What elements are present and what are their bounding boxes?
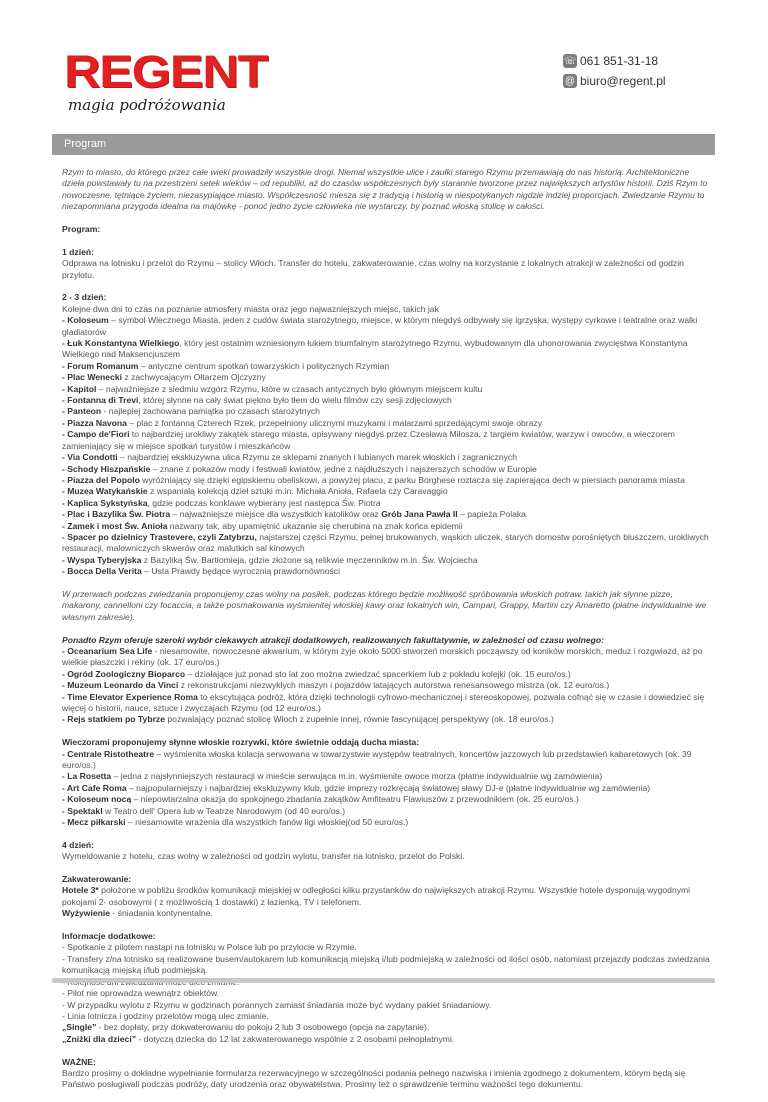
day23-block <box>62 292 712 577</box>
list-item-label: - Rejs statkiem po Tybrze <box>62 714 165 725</box>
food-text: - śniadania kontynentalne. <box>110 908 213 919</box>
list-item <box>62 429 712 452</box>
list-item-text: , której słynne na cały świat piękno było tłem do wielu filmów czy sesji zdjęciowych <box>138 395 452 406</box>
list-item <box>62 806 712 817</box>
list-item-text: – Usta Prawdy będące wyrocznią prawdomówności <box>141 566 341 577</box>
food-note: W przerwach podczas zwiedzania proponujemy czas wolny na posiłek, podczas którego będzie możliwość spróbowania włoskich potraw, takich jak słynne pizze, makarony, cannelloni czy focaccia, a także posmakowania wyśmienitej włoskiej kawy oraz lokalnych win, Campari, Grappy, Martini czy Amaretto (płatne indywidualnie we własnym zakresie). <box>62 588 707 622</box>
at-icon: @ <box>564 75 576 87</box>
list-item-label: - Kapitol <box>62 383 97 394</box>
list-item-text: - Pilot nie oprowadza wewnątrz obiektów. <box>62 988 220 999</box>
logo-tagline: magia podróżowania <box>68 96 226 114</box>
list-item-text: - W przypadku wylotu z Rzymu w godzinach porannych zamiast śniadania może być wydany pakiet śniadaniowy. <box>62 999 492 1010</box>
list-item-text: – niesamowite wrażenia dla wszystkich fanów ligi włoskiej(od 50 euro/os.) <box>125 817 409 828</box>
list-item-text: – najważniejsze z siedmiu wzgórz Rzymu, które w czasach antycznych było głównym miejscem kultu <box>96 383 483 394</box>
list-item-label: - Muzeum Leonardo da Vinci <box>62 680 179 691</box>
important-text: Bardzo prosimy o dokładne wypełnianie formularza rezerwacyjnego w szczególności podania pełnego nazwiska i imienia zgodnego z dokumentem, którym będą się Państwo posługiwali podczas podróży, daty urodzenia oraz obywatelstwa. Prosimy też o sprawdzenie terminu ważności tego dokumentu. <box>62 1067 686 1090</box>
list-item-label: - Zamek i most Św. Anioła <box>62 520 168 531</box>
list-item-label: - Art Cafe Roma <box>62 782 127 793</box>
list-item-text: – plac z fontanną Czterech Rzek, przepełniony ulicznymi muzykami i malarzami sprzedającymi swoje obrazy <box>126 417 543 428</box>
day1-block <box>62 247 712 281</box>
list-item-label: - Kaplica Sykstyńska <box>62 497 148 508</box>
list-item <box>62 338 712 361</box>
list-item <box>62 532 712 555</box>
list-item-label: - Panteon <box>62 406 102 417</box>
day4-title: 4 dzień: <box>62 839 94 850</box>
list-item <box>62 464 712 475</box>
list-item-text: to najbardziej urokliwy zakątek starego miasta, opisywany niegdyś przez Czesława Miłosza, z targiem kwiatów, warzyw i owoców, a wieczorem zamieniający się w miejsce spotkań turystów i mieszkańców <box>62 429 675 451</box>
list-item-text: – antyczne centrum spotkań towarzyskich i politycznych Rzymian <box>138 360 390 371</box>
list-item <box>62 954 712 977</box>
list-item <box>62 384 712 395</box>
list-item-label: - Wyspa Tyberyjska <box>62 554 142 565</box>
list-item <box>62 817 712 828</box>
day1-text: Odprawa na lotnisku i przelot do Rzymu – stolicy Włoch. Transfer do hotelu, zakwaterowanie, czas wolny na korzystanie z lokalnych atrakcji w zależności od godzin przylotu. <box>62 258 684 280</box>
day4-text: Wymeldowanie z hotelu, czas wolny w zależności od godzin wylotu, transfer na lotnisko, przelot do Polski. <box>62 851 465 862</box>
list-item <box>62 452 712 463</box>
list-item-text: to ekscytująca podróż, która dzięki technologii cyfrowo-mechanicznej i stereoskopowej, pozwala cofnąć się w czasie i dowiedzieć się więcej o historii, nauce, sztuce i zwyczajach Rzymu (od 12 euro/os.) <box>62 691 705 714</box>
list-item-text: – najpopularniejszy i najbardziej ekskluzywny klub, gdzie imprezy rozkręcają światowej sławy DJ-e (płatne indywidualnie wg zamówienia) <box>126 782 651 793</box>
list-item-text: - najlepiej zachowana pamiątka po czasach starożytnych <box>101 406 320 417</box>
list-item <box>62 680 712 691</box>
list-item-text: – znane z pokazów mody i festiwali kwiatów, jedne z najdłuższych i najszerszych schodów w Europie <box>150 463 537 474</box>
list-item-text: – papieża Polaka <box>457 509 526 520</box>
kids-label: „Zniżki dla dzieci” <box>62 1033 137 1044</box>
list-item-label: - Bocca Della Verita <box>62 566 142 577</box>
list-item <box>62 646 712 669</box>
list-item-label: - Fontanna di Trevi <box>62 395 139 406</box>
list-item <box>62 942 712 953</box>
list-item-label: - Mecz piłkarski <box>62 817 126 828</box>
list-item-text: – działające już ponad sto lat zoo można zwiedzać spacerkiem lub z pokładu kolejki (ok. 15 euro/os.) <box>185 668 571 679</box>
list-item <box>62 692 712 715</box>
list-item <box>62 555 712 566</box>
list-item-label: - Koloseum <box>62 315 109 326</box>
list-item-label: - Plac i Bazylika Św. Piotra <box>62 509 171 520</box>
day4-block <box>62 840 712 863</box>
list-item-label: - Muzea Watykańskie <box>62 486 148 497</box>
list-item-text: z rekonstrukcjami niezwykłych maszyn i pojazdów latających autorstwa renesansowego mistrza (ok. 12 euro/os.) <box>178 680 610 691</box>
hotel-label: Hotele 3* <box>62 885 99 896</box>
program-label: Program: <box>62 224 101 235</box>
info-block <box>62 931 712 1045</box>
info-title: Informacje dodatkowe: <box>62 931 156 942</box>
program-content <box>62 167 712 1102</box>
list-item-label: - La Rosetta <box>62 771 112 782</box>
list-item <box>62 1011 712 1022</box>
list-item <box>62 498 712 509</box>
contact-email <box>563 72 666 90</box>
contact-box <box>563 52 666 92</box>
list-item-label: - Piazza del Popolo <box>62 474 140 485</box>
list-item <box>62 475 712 486</box>
list-item-text: z zachwycającym Ołtarzem Ojczyzny <box>122 372 266 383</box>
attractions-list <box>62 315 712 577</box>
list-item-text: - Spotkanie z pilotem nastąpi na lotnisku w Polsce lub po przylocie w Rzymie. <box>62 942 357 953</box>
evening-list <box>62 749 712 829</box>
day23-title: 2 - 3 dzień: <box>62 292 107 303</box>
extras-block <box>62 635 712 726</box>
list-item-label: - Centrale Ristotheatre <box>62 748 155 759</box>
single-text: - bez dopłaty, przy dokwaterowaniu do pokoju 2 lub 3 osobowego (opcja na zapytanie). <box>96 1022 430 1033</box>
list-item <box>62 418 712 429</box>
list-item-label: - Campo de'Fiori <box>62 429 130 440</box>
list-item-label: - Plac Wenecki <box>62 372 123 383</box>
intro-text: Rzym to miasto, do którego przez całe wieki prowadziły wszystkie drogi. Niemal wszystkie ulice i zaułki starego Rzymu przemawiają do nas historią. Architektoniczne dzieła powstawały tu na przestrzeni setek wieków – od republiki, aż do czasów współczesnych były starannie tworzone przez największych artystów historii. Dziś Rzym to nowoczesne, tętniące życiem, niezasypiające miasto. Współczesność miesza się z tradycją i historią w niespotykanych nigdzie indziej proporcjach. Zwiedzanie Rzymu to niezapomniana przygoda idealna na majówkę - ponoć jedno życie człowieka nie wystarczy, by poznać włoską stolicę w całości. <box>62 167 708 212</box>
list-item-text: z wspaniałą kolekcją dzieł sztuki m.in. Michała Anioła, Rafaela czy Caravaggio <box>147 486 448 497</box>
list-item-text: z Bazyliką Św. Bartłomieja, gdzie złożone są relikwie męczenników m.in. Św. Wojciecha <box>141 554 478 565</box>
list-item-label: - Koloseum nocą <box>62 794 132 805</box>
list-item <box>62 794 712 805</box>
email-address[interactable]: biuro@regent.pl <box>580 74 666 88</box>
list-item-text: – symbol Wiecznego Miasta, jeden z cudów świata starożytnego, miejsce, w którym niegdyś odbywały się igrzyska, występy cyrkowe i teatralne oraz walki gladiatorów <box>62 315 698 337</box>
list-item-label: - Ogród Zoologiczny Bioparco <box>62 668 186 679</box>
kids-text: - dotyczą dziecka do 12 lat zakwaterowanego wspólnie z 2 osobami pełnopłatnymi. <box>136 1033 455 1044</box>
single-label: „Single” <box>62 1022 97 1033</box>
list-item-text: – najbardziej ekskluzywna ulica Rzymu ze sklepami znanych i lubianych marek włoskich i zagranicznych <box>117 452 518 463</box>
important-block <box>62 1057 712 1091</box>
list-item <box>62 406 712 417</box>
list-item-label: - Time Elevator Experience Roma <box>62 691 198 702</box>
list-item-label: - Oceanarium Sea Life <box>62 645 153 656</box>
list-item-label: - Piazza Navona <box>62 417 127 428</box>
list-item-label: - Spektakl <box>62 805 103 816</box>
list-item-label: - Schody Hiszpańskie <box>62 463 151 474</box>
list-item-label: - Łuk Konstantyna Wielkiego <box>62 338 180 349</box>
logo-wordmark: REGENT <box>64 46 268 97</box>
list-item <box>62 749 712 772</box>
list-item <box>62 509 712 520</box>
contact-phone <box>563 52 666 70</box>
header <box>0 0 768 130</box>
list-item-label: Grób Jana Pawła II <box>381 509 458 520</box>
list-item <box>62 372 712 383</box>
list-item <box>62 395 712 406</box>
accommodation-block <box>62 874 712 920</box>
list-item-text: najstarszej części Rzymu, pełnej brukowanych, wąskich uliczek, starych domostw porośniętych bluszczem, urokliwych restauracji, malowniczych skwerów oraz malutkich sal kinowych <box>62 531 709 554</box>
list-item-text: pozwalający poznać stolicę Włoch z zupełnie innej, równie fascynującej perspektywy (ok. 18 euro/os.) <box>165 714 554 725</box>
list-item <box>62 669 712 680</box>
list-item-text: - Linia lotnicza i godziny przelotów mogą ulec zmianie. <box>62 1010 269 1021</box>
list-item <box>62 521 712 532</box>
evening-block <box>62 737 712 828</box>
list-item <box>62 315 712 338</box>
list-item <box>62 566 712 577</box>
hotel-text: położone w pobliżu środków komunikacji miejskiej w odległości kilku przystanków do największych atrakcji Rzymu. Wszystkie hotele dysponują wygodnymi pokojami 2- osobowymi ( z możliwością 1 dostawki) z łazienką, TV i telefonem. <box>62 885 691 907</box>
accommodation-title: Zakwaterowanie: <box>62 874 132 885</box>
day23-text: Kolejne dwa dni to czas na poznanie atmosfery miasta oraz jego najważniejszych miejsc, takich jak <box>62 303 439 314</box>
list-item <box>62 783 712 794</box>
extras-list <box>62 646 712 726</box>
list-item-text: – jedna z najsłynniejszych restauracji w mieście serwująca m.in. wyśmienite owoce morza (płatne indywidualnie wg zamówienia) <box>111 771 603 782</box>
section-title-bar: Program <box>52 134 715 155</box>
list-item-label: - Via Condotti <box>62 452 118 463</box>
list-item-text: wyróżniający się dzięki egipskiemu obeliskowi, a powyżej placu, z parku Borghese roztacza się zapierająca dech w piersiach panorama miasta <box>139 474 685 485</box>
list-item-text: w Teatro dell' Opera lub w Teatrze Narodowym (od 40 euro/os.) <box>102 805 346 816</box>
list-item-text: – wyśmienita włoska kolacja serwowana w towarzystwie występów teatralnych, koncertów jazzowych lub przedstawień kabaretowych (ok. 39 euro/os.) <box>62 748 692 771</box>
evening-title: Wieczorami proponujemy słynne włoskie rozrywki, które świetnie oddają ducha miasta: <box>62 737 420 748</box>
list-item <box>62 486 712 497</box>
phone-icon: ☏ <box>563 55 577 67</box>
list-item-text: – najważniejsze miejsce dla wszystkich katolików oraz <box>170 509 382 520</box>
extras-title: Ponadto Rzym oferuje szeroki wybór ciekawych atrakcji dodatkowych, realizowanych fakultatywnie, w zależności od czasu wolnego: <box>62 634 605 645</box>
day1-title: 1 dzień: <box>62 246 94 257</box>
list-item-text: - Transfery z/na lotnisko są realizowane busem/autokarem lub komunikacją miejską i/lub podmiejską w zależności od ilości osób, natomiast przejazdy podczas zwiedzania komunikacją miejską i/lub podmiejską. <box>62 953 710 976</box>
phone-number[interactable]: 061 851-31-18 <box>580 54 659 68</box>
list-item-text: nazwany tak, aby upamiętnić ukazanie się cherubina na znak końca epidemii <box>167 520 463 531</box>
food-label: Wyżywienie <box>62 908 111 919</box>
logo[interactable] <box>64 46 268 114</box>
list-item <box>62 714 712 725</box>
list-item <box>62 361 712 372</box>
bottom-divider <box>52 978 715 983</box>
list-item-text: , który jest ostatnim wzniesionym łukiem triumfalnym starożytnego Rzymu, wybudowanym dla uhonorowania zwycięstwa Konstantyna Wielkiego nad Maksencjuszem <box>62 338 688 360</box>
important-title: WAŻNE: <box>62 1056 96 1067</box>
list-item-text: – niepowtarzalna okazja do spokojnego zbadania zakątków Amfiteatru Flawiuszów z przewodnikiem (ok. 25 euro/os.) <box>131 794 579 805</box>
list-item-label: - Forum Romanum <box>62 360 139 371</box>
list-item <box>62 1000 712 1011</box>
list-item-text: - niesamowite, nowoczesne akwarium, w którym żyje około 5000 stworzeń morskich począwszy od koników morskich, meduz i rozgwiazd, aż po wielkie płaszczki i rekiny (ok. 17 euro/os.) <box>62 645 703 668</box>
list-item-label: - Spacer po dzielnicy Trastevere, czyli Zatybrzu, <box>62 531 257 542</box>
list-item-text: , gdzie podczas konklawe wybierany jest następca Św. Piotra <box>147 497 381 508</box>
list-item <box>62 771 712 782</box>
